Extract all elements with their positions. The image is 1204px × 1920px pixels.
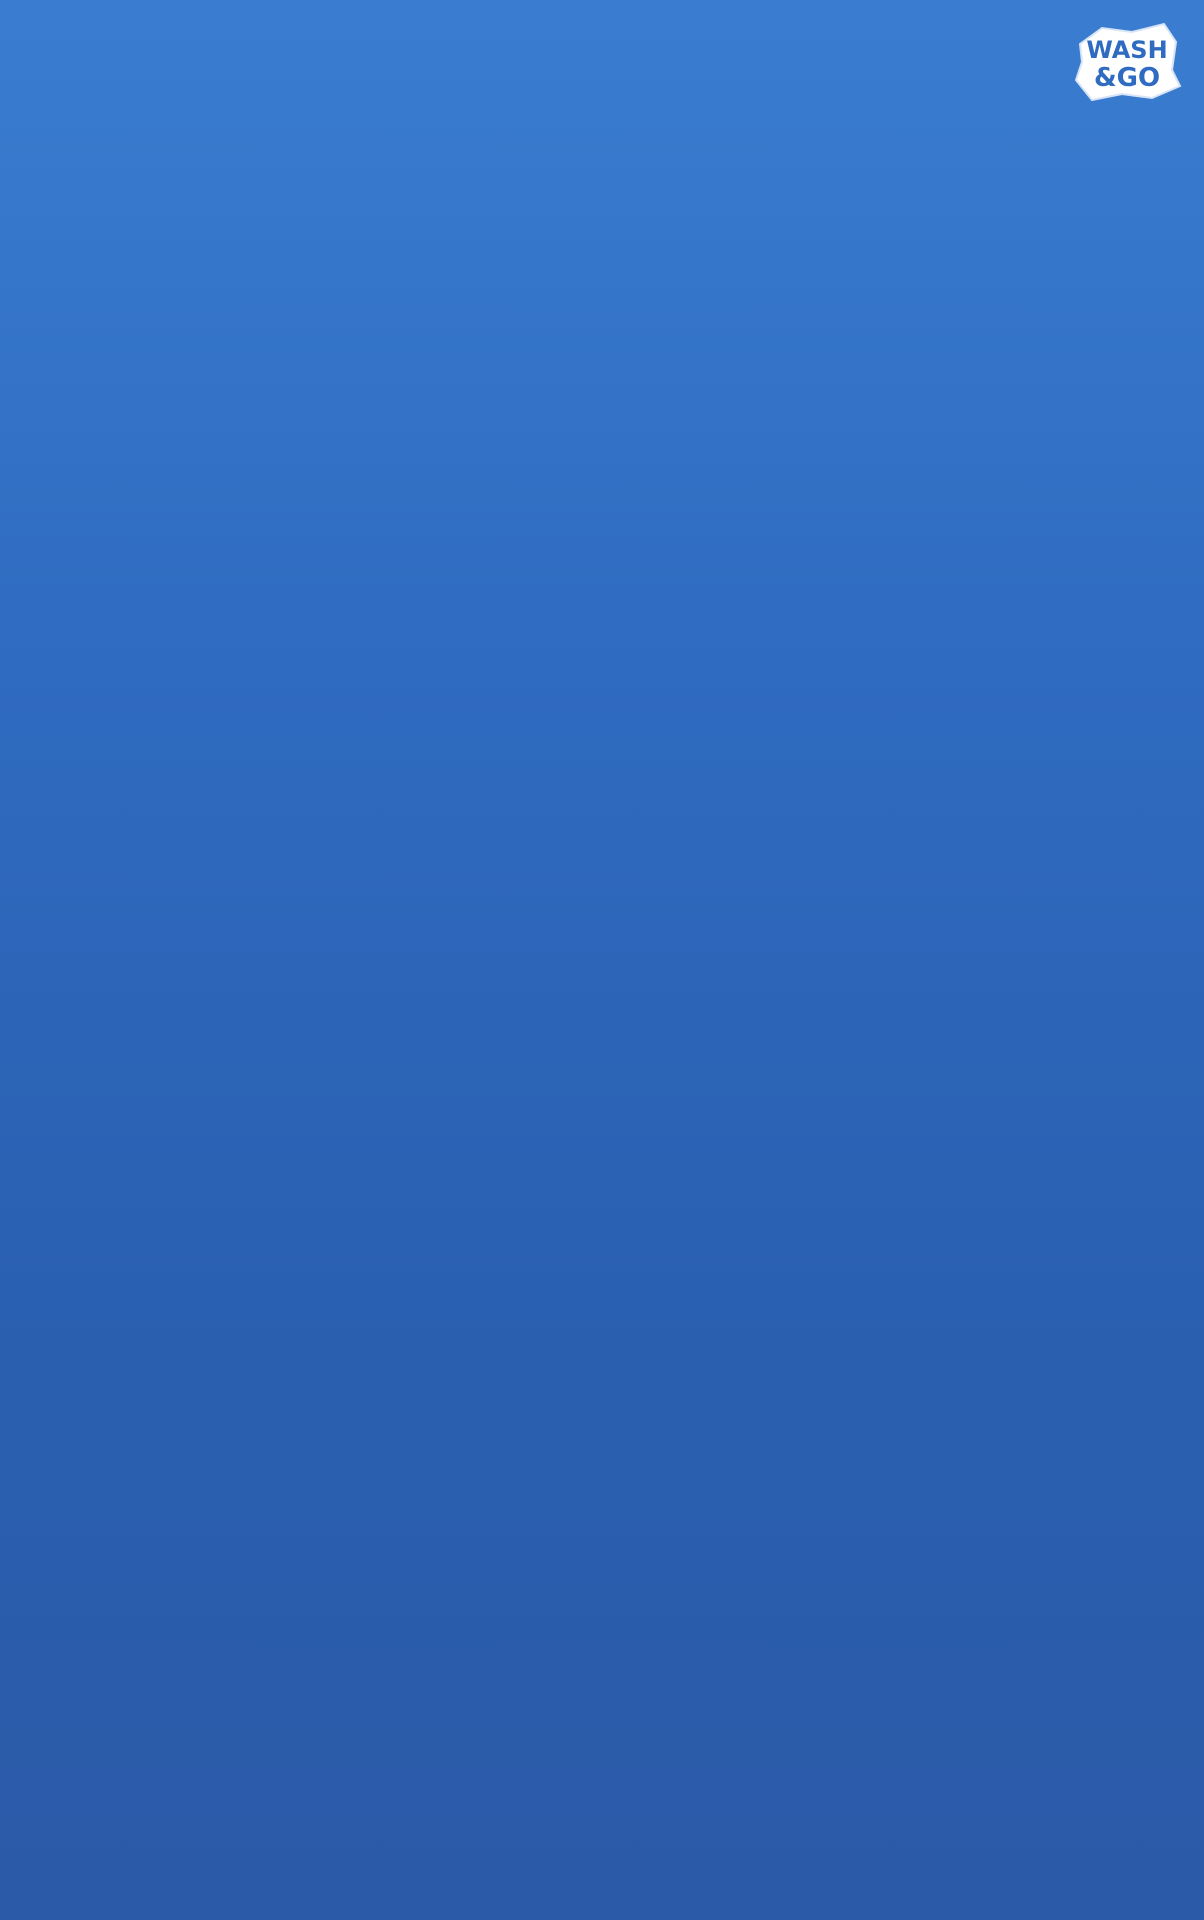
wash-and-go-logo — [1072, 22, 1182, 102]
header — [0, 0, 1204, 118]
svg-text:&GO: &GO — [1093, 63, 1161, 93]
svg-text:WASH: WASH — [1086, 36, 1168, 64]
